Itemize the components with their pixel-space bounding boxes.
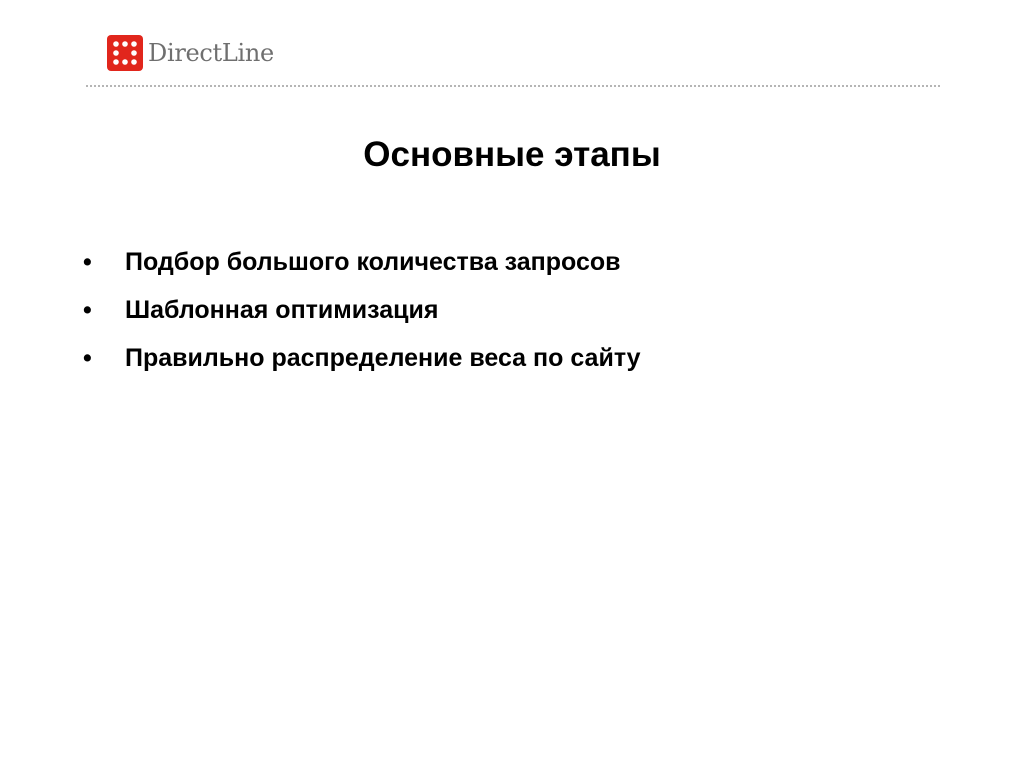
logo	[107, 34, 274, 72]
bullet-text: Подбор большого количества запросов	[125, 248, 621, 276]
bullet-list	[83, 238, 641, 382]
slide-title: Основные этапы	[363, 135, 661, 174]
list-item	[83, 286, 641, 334]
bullet-text: Шаблонная оптимизация	[125, 296, 439, 324]
bullet-icon: •	[83, 296, 92, 324]
list-item	[83, 334, 641, 382]
directline-logo-icon	[107, 35, 143, 71]
bullet-icon: •	[83, 248, 92, 276]
list-item	[83, 238, 641, 286]
header-divider	[86, 85, 940, 87]
bullet-icon: •	[83, 344, 92, 372]
logo-text: DirectLine	[148, 39, 274, 67]
bullet-text: Правильно распределение веса по сайту	[125, 344, 641, 372]
